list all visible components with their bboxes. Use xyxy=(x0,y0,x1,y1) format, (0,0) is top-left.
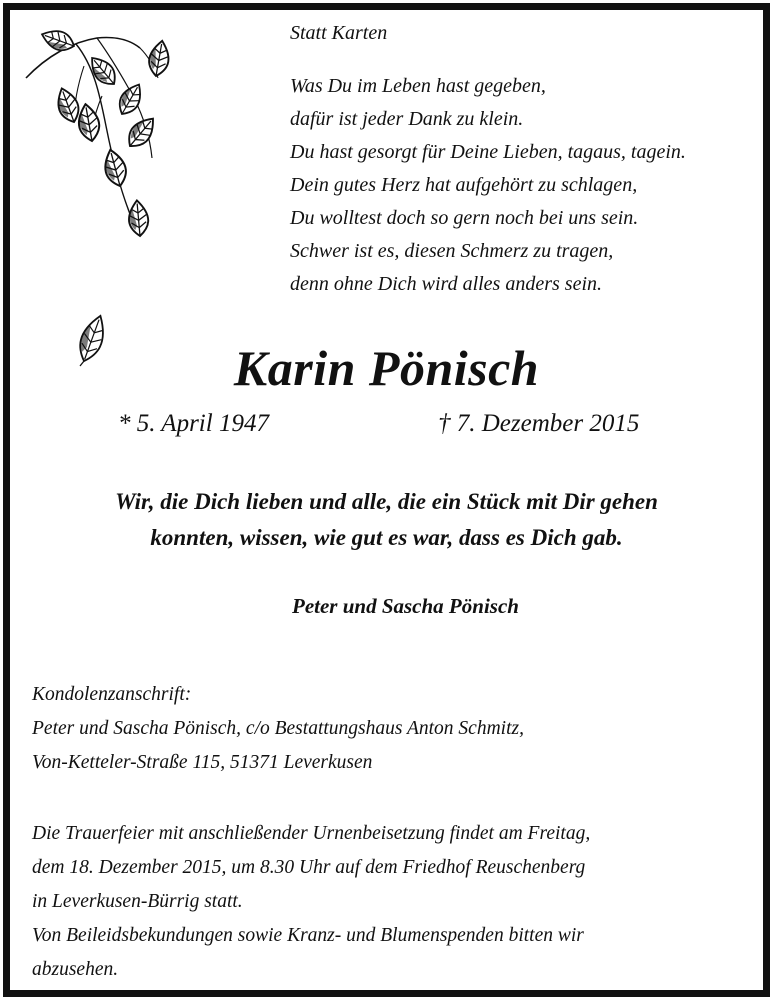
address-line: Kondolenzanschrift: xyxy=(32,684,192,705)
poem-line: denn ohne Dich wird alles anders sein. xyxy=(290,273,603,295)
death-date: † 7. Dezember 2015 xyxy=(438,410,640,437)
deceased-name: Karin Pönisch xyxy=(233,340,540,396)
address-line: Von-Ketteler-Straße 115, 51371 Leverkusen xyxy=(32,752,373,773)
service-line: abzusehen. xyxy=(32,959,119,980)
tribute-quote xyxy=(0,484,773,556)
poem-line: Du hast gesorgt für Deine Lieben, tagaus, tagein. xyxy=(290,141,686,163)
poem-line: Schwer ist es, diesen Schmerz zu tragen, xyxy=(290,240,614,262)
service-line: Von Beileidsbekundungen sowie Kranz- und Blumenspenden bitten wir xyxy=(32,925,584,946)
poem-line: dafür ist jeder Dank zu klein. xyxy=(290,108,524,130)
address-line: Peter und Sascha Pönisch, c/o Bestattungshaus Anton Schmitz, xyxy=(32,718,524,739)
quote-line: konnten, wissen, wie gut es war, dass es Dich gab. xyxy=(150,525,623,550)
birch-branch-icon xyxy=(22,26,182,256)
poem xyxy=(290,70,686,301)
condolence-address xyxy=(32,678,524,780)
birth-date: * 5. April 1947 xyxy=(118,410,269,437)
poem-line: Was Du im Leben hast gegeben, xyxy=(290,75,546,97)
poem-line: Dein gutes Herz hat aufgehört zu schlagen, xyxy=(290,174,638,196)
header-statt-karten: Statt Karten xyxy=(290,22,388,44)
poem-line: Du wolltest doch so gern noch bei uns sein. xyxy=(290,207,639,229)
quote-line: Wir, die Dich lieben und alle, die ein Stück mit Dir gehen xyxy=(115,489,658,514)
service-information xyxy=(32,817,590,987)
service-line: Die Trauerfeier mit anschließender Urnenbeisetzung findet am Freitag, xyxy=(32,823,591,844)
family-signature: Peter und Sascha Pönisch xyxy=(292,594,519,618)
service-line: dem 18. Dezember 2015, um 8.30 Uhr auf dem Friedhof Reuschenberg xyxy=(32,857,586,878)
service-line: in Leverkusen-Bürrig statt. xyxy=(32,891,243,912)
